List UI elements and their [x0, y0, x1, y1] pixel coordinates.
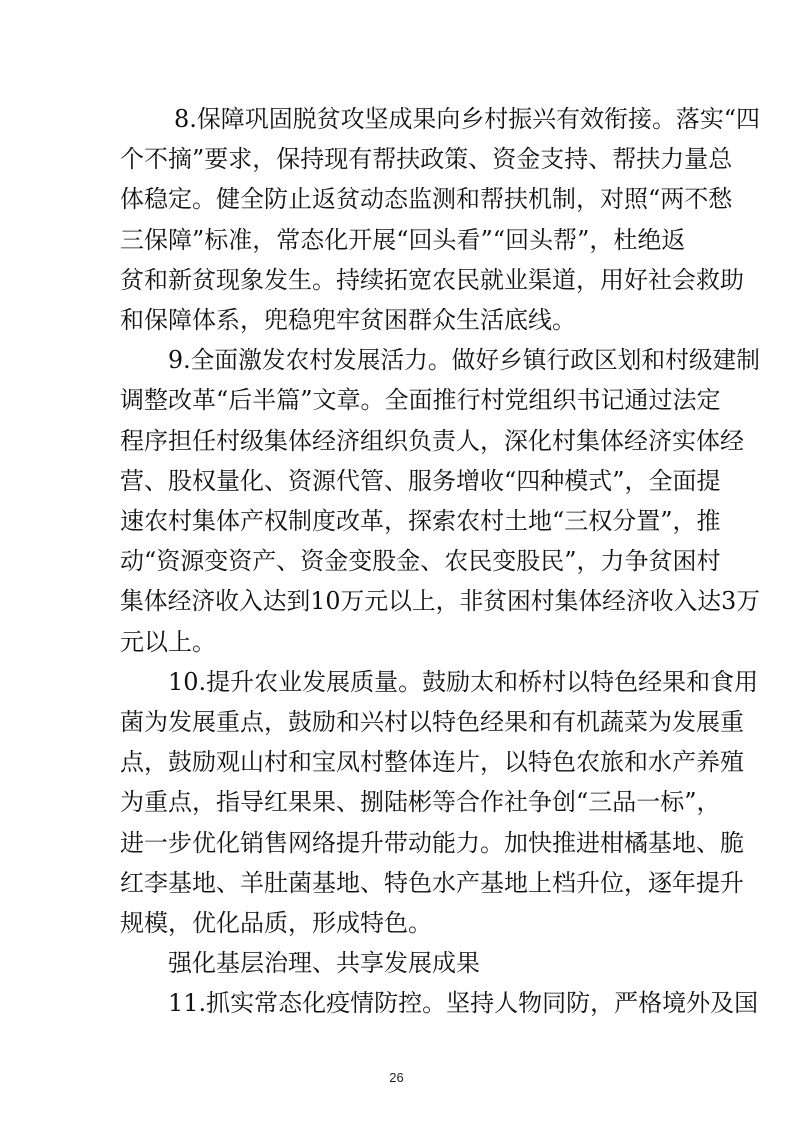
text-line: 调整改革“后半篇”文章。全面推行村党组织书记通过法定	[120, 386, 721, 415]
text-line: 8.保障巩固脱贫攻坚成果向乡村振兴有效衔接。落实“四	[174, 105, 760, 133]
text-line: 元以上。	[120, 627, 216, 656]
text-line: 个不摘”要求，保持现有帮扶政策、资金支持、帮扶力量总	[120, 145, 733, 174]
text-line: 进一步优化销售网络提升带动能力。加快推进柑橘基地、脆	[120, 828, 744, 857]
text-line: 动“资源变资产、资金变股金、农民变股民”，力争贫困村	[120, 547, 721, 576]
text-line: 11.抓实常态化疫情防控。坚持人物同防，严格境外及国	[168, 989, 759, 1018]
text-line: 速农村集体产权制度改革，探索农村土地“三权分置”，推	[120, 507, 721, 535]
text-line: 点，鼓励观山村和宝凤村整体连片，以特色农旅和水产养殖	[120, 748, 744, 777]
text-line: 菌为发展重点，鼓励和兴村以特色经果和有机蔬菜为发展重	[120, 708, 744, 736]
text-line: 红李基地、羊肚菌基地、特色水产基地上档升位，逐年提升	[120, 868, 744, 897]
text-line: 体稳定。健全防止返贫动态监测和帮扶机制，对照“两不愁	[120, 185, 733, 214]
text-line: 9.全面激发农村发展活力。做好乡镇行政区划和村级建制	[168, 346, 761, 375]
text-line: 规模，优化品质，形成特色。	[120, 909, 432, 937]
text-line: 营、股权量化、资源代管、服务增收“四种模式”，全面提	[120, 466, 721, 495]
text-line: 三保障”标准，常态化开展“回头看”“回头帮”，杜绝返	[120, 225, 686, 254]
text-line: 贫和新贫现象发生。持续拓宽农民就业渠道，用好社会救助	[120, 265, 744, 294]
text-line: 和保障体系，兜稳兜牢贫困群众生活底线。	[120, 306, 576, 334]
section-heading: 强化基层治理、共享发展成果	[168, 949, 480, 978]
text-line: 10.提升农业发展质量。鼓励太和桥村以特色经果和食用	[168, 667, 759, 696]
text-line: 程序担任村级集体经济组织负责人，深化村集体经济实体经	[120, 426, 744, 455]
page-number: 26	[389, 1070, 404, 1085]
text-line: 集体经济收入达到10万元以上，非贫困村集体经济收入达3万	[120, 587, 761, 616]
text-line: 为重点，指导红果果、捌陆彬等合作社争创“三品一标”，	[120, 788, 721, 817]
